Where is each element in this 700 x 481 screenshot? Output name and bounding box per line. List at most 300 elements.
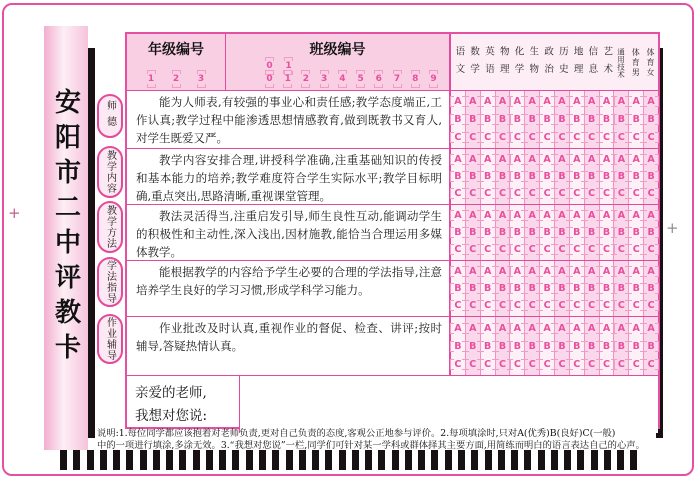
option-bubble-A[interactable]: A — [467, 153, 479, 166]
option-bubble-A[interactable]: A — [497, 322, 509, 335]
eval-row-shide — [127, 90, 658, 148]
option-bubble-A[interactable]: A — [541, 322, 553, 335]
option-bubble-A[interactable]: A — [541, 95, 553, 108]
bubble-column — [599, 91, 614, 148]
option-bubble-C[interactable]: C — [630, 131, 642, 144]
bubble-column — [539, 317, 554, 375]
bubble-column — [628, 261, 643, 316]
option-bubble-A[interactable]: A — [571, 95, 583, 108]
option-bubble-A[interactable]: A — [601, 95, 613, 108]
timing-mark — [392, 450, 399, 470]
option-bubble-B[interactable]: B — [601, 113, 613, 126]
option-bubble-C[interactable]: C — [556, 243, 568, 256]
option-bubble-B[interactable]: B — [556, 340, 568, 353]
option-bubble-C[interactable]: C — [452, 358, 464, 371]
bubble-column — [524, 261, 539, 316]
bubble-column — [569, 91, 584, 148]
option-bubble-B[interactable]: B — [526, 340, 538, 353]
option-bubble-B[interactable]: B — [511, 170, 523, 183]
option-bubble-A[interactable]: A — [601, 153, 613, 166]
option-bubble-C[interactable]: C — [645, 299, 657, 312]
timing-mark — [378, 450, 385, 470]
option-bubble-A[interactable]: A — [452, 153, 464, 166]
option-bubble-B[interactable]: B — [586, 113, 598, 126]
option-bubble-C[interactable]: C — [482, 131, 494, 144]
option-bubble-C[interactable]: C — [497, 131, 509, 144]
option-bubble-C[interactable]: C — [541, 131, 553, 144]
option-bubble-B[interactable]: B — [586, 282, 598, 295]
option-bubble-B[interactable]: B — [586, 226, 598, 239]
timing-mark — [153, 450, 160, 470]
option-bubble-B[interactable]: B — [586, 170, 598, 183]
option-bubble-A[interactable]: A — [482, 209, 494, 222]
option-bubble-C[interactable]: C — [630, 187, 642, 200]
option-bubble-B[interactable]: B — [482, 282, 494, 295]
option-bubble-C[interactable]: C — [526, 187, 538, 200]
option-bubble-B[interactable]: B — [452, 282, 464, 295]
option-bubble-A[interactable]: A — [630, 153, 642, 166]
bubble-column — [451, 91, 465, 148]
option-bubble-A[interactable]: A — [482, 153, 494, 166]
option-bubble-C[interactable]: C — [586, 358, 598, 371]
option-bubble-C[interactable]: C — [452, 243, 464, 256]
grade-digit-1[interactable]: 1 — [146, 73, 157, 85]
option-bubble-C[interactable]: C — [601, 243, 613, 256]
option-bubble-C[interactable]: C — [601, 131, 613, 144]
option-bubble-A[interactable]: A — [511, 95, 523, 108]
option-bubble-A[interactable]: A — [586, 95, 598, 108]
bubble-column — [599, 317, 614, 375]
option-bubble-A[interactable]: A — [511, 265, 523, 278]
option-bubble-C[interactable]: C — [630, 243, 642, 256]
option-bubble-C[interactable]: C — [571, 299, 583, 312]
timing-mark — [418, 450, 425, 470]
option-bubble-C[interactable]: C — [526, 299, 538, 312]
option-bubble-C[interactable]: C — [556, 299, 568, 312]
option-bubble-B[interactable]: B — [615, 226, 627, 239]
option-bubble-A[interactable]: A — [615, 95, 627, 108]
option-bubble-A[interactable]: A — [556, 209, 568, 222]
option-bubble-C[interactable]: C — [452, 187, 464, 200]
timing-mark — [113, 450, 120, 470]
form-header — [127, 34, 658, 90]
option-bubble-A[interactable]: A — [571, 209, 583, 222]
option-bubble-C[interactable]: C — [556, 131, 568, 144]
option-bubble-B[interactable]: B — [601, 226, 613, 239]
timing-mark — [219, 450, 226, 470]
option-bubble-C[interactable]: C — [482, 299, 494, 312]
option-bubble-C[interactable]: C — [452, 131, 464, 144]
option-bubble-B[interactable]: B — [511, 113, 523, 126]
option-bubble-B[interactable]: B — [571, 113, 583, 126]
option-bubble-A[interactable]: A — [541, 209, 553, 222]
option-bubble-C[interactable]: C — [645, 131, 657, 144]
bubble-column — [465, 261, 480, 316]
option-bubble-A[interactable]: A — [511, 153, 523, 166]
option-bubble-B[interactable]: B — [467, 113, 479, 126]
option-bubble-A[interactable]: A — [526, 265, 538, 278]
subject-header: 数学 — [468, 45, 480, 81]
option-bubble-C[interactable]: C — [497, 187, 509, 200]
bubble-column — [480, 317, 495, 375]
bubble-column — [480, 205, 495, 260]
option-bubble-C[interactable]: C — [586, 187, 598, 200]
class-ones-digit-1[interactable]: 1 — [282, 73, 293, 85]
option-bubble-B[interactable]: B — [467, 282, 479, 295]
option-bubble-B[interactable]: B — [556, 170, 568, 183]
option-bubble-B[interactable]: B — [482, 170, 494, 183]
bubble-grid-row — [449, 205, 658, 260]
option-bubble-C[interactable]: C — [571, 187, 583, 200]
option-bubble-C[interactable]: C — [601, 358, 613, 371]
option-bubble-C[interactable]: C — [601, 299, 613, 312]
option-bubble-A[interactable]: A — [645, 209, 657, 222]
option-bubble-B[interactable]: B — [541, 340, 553, 353]
option-bubble-B[interactable]: B — [645, 113, 657, 126]
option-bubble-A[interactable]: A — [615, 322, 627, 335]
option-bubble-B[interactable]: B — [452, 113, 464, 126]
timing-mark — [630, 450, 637, 470]
option-bubble-A[interactable]: A — [586, 209, 598, 222]
option-bubble-A[interactable]: A — [467, 322, 479, 335]
option-bubble-B[interactable]: B — [630, 282, 642, 295]
option-bubble-C[interactable]: C — [630, 299, 642, 312]
timing-mark — [100, 450, 107, 470]
option-bubble-B[interactable]: B — [452, 170, 464, 183]
option-bubble-C[interactable]: C — [615, 243, 627, 256]
option-bubble-B[interactable]: B — [630, 113, 642, 126]
option-bubble-C[interactable]: C — [586, 131, 598, 144]
option-bubble-B[interactable]: B — [482, 113, 494, 126]
option-bubble-B[interactable]: B — [467, 170, 479, 183]
option-bubble-A[interactable]: A — [497, 95, 509, 108]
bubble-column — [613, 205, 628, 260]
option-bubble-B[interactable]: B — [497, 170, 509, 183]
option-bubble-A[interactable]: A — [526, 153, 538, 166]
bubble-column — [495, 91, 510, 148]
option-bubble-C[interactable]: C — [497, 358, 509, 371]
option-bubble-C[interactable]: C — [482, 243, 494, 256]
option-bubble-A[interactable]: A — [601, 265, 613, 278]
option-bubble-B[interactable]: B — [511, 340, 523, 353]
option-bubble-A[interactable]: A — [526, 322, 538, 335]
option-bubble-A[interactable]: A — [511, 322, 523, 335]
timing-mark — [471, 450, 478, 470]
option-bubble-B[interactable]: B — [601, 170, 613, 183]
option-bubble-C[interactable]: C — [571, 358, 583, 371]
class-ones-digit-2[interactable]: 2 — [300, 73, 311, 85]
class-ones-digit-7[interactable]: 7 — [392, 73, 403, 85]
timing-mark — [445, 450, 452, 470]
option-bubble-A[interactable]: A — [526, 209, 538, 222]
grade-digit-2[interactable]: 2 — [171, 73, 182, 85]
option-bubble-A[interactable]: A — [556, 322, 568, 335]
option-bubble-B[interactable]: B — [526, 170, 538, 183]
timing-mark — [193, 450, 200, 470]
option-bubble-C[interactable]: C — [467, 358, 479, 371]
option-bubble-C[interactable]: C — [497, 243, 509, 256]
option-bubble-B[interactable]: B — [571, 340, 583, 353]
option-bubble-A[interactable]: A — [615, 265, 627, 278]
option-bubble-A[interactable]: A — [571, 265, 583, 278]
option-bubble-C[interactable]: C — [467, 299, 479, 312]
option-bubble-A[interactable]: A — [556, 265, 568, 278]
bubble-column — [613, 149, 628, 204]
option-bubble-C[interactable]: C — [511, 358, 523, 371]
class-tens-digit-1[interactable]: 1 — [283, 60, 294, 72]
option-bubble-B[interactable]: B — [645, 170, 657, 183]
option-bubble-A[interactable]: A — [467, 95, 479, 108]
bubble-column — [628, 91, 643, 148]
option-bubble-B[interactable]: B — [497, 113, 509, 126]
option-bubble-A[interactable]: A — [452, 265, 464, 278]
category-label-content: 教学内容 — [97, 146, 123, 198]
option-bubble-C[interactable]: C — [571, 131, 583, 144]
option-bubble-B[interactable]: B — [645, 340, 657, 353]
option-bubble-C[interactable]: C — [497, 299, 509, 312]
option-bubble-B[interactable]: B — [541, 113, 553, 126]
option-bubble-C[interactable]: C — [556, 358, 568, 371]
bubble-column — [643, 149, 658, 204]
option-bubble-B[interactable]: B — [497, 226, 509, 239]
class-ones-digit-8[interactable]: 8 — [410, 73, 421, 85]
bubble-column — [480, 149, 495, 204]
option-bubble-C[interactable]: C — [526, 131, 538, 144]
option-bubble-B[interactable]: B — [541, 226, 553, 239]
option-bubble-A[interactable]: A — [586, 322, 598, 335]
bubble-column — [539, 261, 554, 316]
option-bubble-C[interactable]: C — [645, 358, 657, 371]
category-label-homework: 作业辅导 — [97, 314, 123, 364]
option-bubble-C[interactable]: C — [467, 243, 479, 256]
option-bubble-B[interactable]: B — [467, 340, 479, 353]
timing-mark — [325, 450, 332, 470]
option-bubble-A[interactable]: A — [497, 209, 509, 222]
bubble-column — [554, 91, 569, 148]
criteria-text: 作业批改及时认真,重视作业的督促、检查、讲评;按时辅导,答疑热情认真。 — [136, 321, 442, 353]
option-bubble-A[interactable]: A — [452, 209, 464, 222]
option-bubble-B[interactable]: B — [556, 282, 568, 295]
option-bubble-A[interactable]: A — [645, 95, 657, 108]
subject-header: 历史 — [556, 45, 568, 81]
bubble-column — [584, 317, 599, 375]
bubble-column — [569, 317, 584, 375]
bubble-column — [451, 149, 465, 204]
option-bubble-A[interactable]: A — [556, 95, 568, 108]
timing-mark — [232, 450, 239, 470]
option-bubble-A[interactable]: A — [601, 209, 613, 222]
option-bubble-C[interactable]: C — [467, 131, 479, 144]
option-bubble-B[interactable]: B — [615, 282, 627, 295]
option-bubble-A[interactable]: A — [645, 265, 657, 278]
option-bubble-A[interactable]: A — [511, 209, 523, 222]
registration-cross-left-icon: + — [8, 204, 21, 222]
bubble-grid-row — [449, 261, 658, 316]
option-bubble-C[interactable]: C — [511, 131, 523, 144]
option-bubble-A[interactable]: A — [482, 265, 494, 278]
registration-cross-right-icon: + — [666, 219, 679, 237]
option-bubble-B[interactable]: B — [571, 226, 583, 239]
option-bubble-C[interactable]: C — [645, 243, 657, 256]
option-bubble-A[interactable]: A — [645, 322, 657, 335]
option-bubble-C[interactable]: C — [511, 187, 523, 200]
timing-mark — [87, 450, 94, 470]
bubble-column — [524, 91, 539, 148]
option-bubble-C[interactable]: C — [601, 187, 613, 200]
bubble-column — [524, 149, 539, 204]
timing-mark — [604, 450, 611, 470]
option-bubble-C[interactable]: C — [526, 243, 538, 256]
message-write-area[interactable] — [240, 376, 658, 433]
bubble-column — [554, 317, 569, 375]
option-bubble-A[interactable]: A — [467, 265, 479, 278]
option-bubble-C[interactable]: C — [586, 299, 598, 312]
option-bubble-A[interactable]: A — [571, 153, 583, 166]
option-bubble-C[interactable]: C — [541, 187, 553, 200]
option-bubble-C[interactable]: C — [615, 187, 627, 200]
option-bubble-B[interactable]: B — [452, 340, 464, 353]
option-bubble-B[interactable]: B — [482, 226, 494, 239]
bubble-column — [495, 317, 510, 375]
bubble-column — [465, 317, 480, 375]
option-bubble-A[interactable]: A — [630, 95, 642, 108]
category-label-guidance: 学法指导 — [97, 257, 123, 307]
class-ones-digit-4[interactable]: 4 — [337, 73, 348, 85]
class-ones-digit-5[interactable]: 5 — [355, 73, 366, 85]
class-tens-digit-0[interactable]: 0 — [264, 60, 275, 72]
option-bubble-A[interactable]: A — [497, 265, 509, 278]
option-bubble-C[interactable]: C — [586, 243, 598, 256]
option-bubble-B[interactable]: B — [541, 282, 553, 295]
option-bubble-A[interactable]: A — [586, 265, 598, 278]
option-bubble-A[interactable]: A — [586, 153, 598, 166]
option-bubble-A[interactable]: A — [497, 153, 509, 166]
option-bubble-C[interactable]: C — [615, 299, 627, 312]
option-bubble-C[interactable]: C — [511, 299, 523, 312]
option-bubble-A[interactable]: A — [541, 153, 553, 166]
option-bubble-C[interactable]: C — [645, 187, 657, 200]
option-bubble-C[interactable]: C — [526, 358, 538, 371]
option-bubble-B[interactable]: B — [630, 226, 642, 239]
timing-mark — [551, 450, 558, 470]
option-bubble-B[interactable]: B — [645, 226, 657, 239]
option-bubble-A[interactable]: A — [615, 153, 627, 166]
option-bubble-A[interactable]: A — [571, 322, 583, 335]
option-bubble-B[interactable]: B — [526, 282, 538, 295]
option-bubble-B[interactable]: B — [615, 170, 627, 183]
grade-digit-3[interactable]: 3 — [196, 73, 207, 85]
instructions-line1: 说明:1.每位同学都应该抱着对老师负责,更对自己负责的态度,客观公正地参与评价。2.每项填涂时,只对A(优秀)B(良好)C(一般) — [97, 428, 616, 439]
option-bubble-C[interactable]: C — [511, 243, 523, 256]
option-bubble-C[interactable]: C — [452, 299, 464, 312]
timing-mark — [312, 450, 319, 470]
option-bubble-A[interactable]: A — [645, 153, 657, 166]
option-bubble-A[interactable]: A — [452, 322, 464, 335]
option-bubble-A[interactable]: A — [556, 153, 568, 166]
option-bubble-C[interactable]: C — [541, 243, 553, 256]
option-bubble-A[interactable]: A — [452, 95, 464, 108]
bubble-column — [628, 205, 643, 260]
option-bubble-B[interactable]: B — [556, 226, 568, 239]
option-bubble-B[interactable]: B — [630, 170, 642, 183]
option-bubble-B[interactable]: B — [511, 282, 523, 295]
option-bubble-A[interactable]: A — [482, 95, 494, 108]
option-bubble-B[interactable]: B — [526, 226, 538, 239]
option-bubble-A[interactable]: A — [541, 265, 553, 278]
class-ones-digit-9[interactable]: 9 — [428, 73, 439, 85]
option-bubble-C[interactable]: C — [467, 187, 479, 200]
option-bubble-C[interactable]: C — [482, 187, 494, 200]
option-bubble-A[interactable]: A — [630, 322, 642, 335]
option-bubble-C[interactable]: C — [482, 358, 494, 371]
bubble-column — [539, 91, 554, 148]
option-bubble-B[interactable]: B — [601, 340, 613, 353]
option-bubble-C[interactable]: C — [571, 243, 583, 256]
bubble-column — [554, 149, 569, 204]
option-bubble-B[interactable]: B — [615, 113, 627, 126]
option-bubble-B[interactable]: B — [615, 340, 627, 353]
option-bubble-C[interactable]: C — [556, 187, 568, 200]
option-bubble-B[interactable]: B — [571, 170, 583, 183]
option-bubble-B[interactable]: B — [630, 340, 642, 353]
option-bubble-B[interactable]: B — [556, 113, 568, 126]
bubble-column — [465, 91, 480, 148]
option-bubble-A[interactable]: A — [615, 209, 627, 222]
timing-mark — [352, 450, 359, 470]
option-bubble-B[interactable]: B — [601, 282, 613, 295]
option-bubble-A[interactable]: A — [601, 322, 613, 335]
timing-mark — [246, 450, 253, 470]
option-bubble-B[interactable]: B — [511, 226, 523, 239]
option-bubble-C[interactable]: C — [630, 358, 642, 371]
class-ones-digit-6[interactable]: 6 — [373, 73, 384, 85]
option-bubble-B[interactable]: B — [452, 226, 464, 239]
option-bubble-C[interactable]: C — [615, 358, 627, 371]
option-bubble-B[interactable]: B — [586, 340, 598, 353]
option-bubble-B[interactable]: B — [571, 282, 583, 295]
option-bubble-B[interactable]: B — [482, 340, 494, 353]
option-bubble-C[interactable]: C — [541, 299, 553, 312]
class-ones-digit-3[interactable]: 3 — [319, 73, 330, 85]
option-bubble-B[interactable]: B — [497, 340, 509, 353]
class-ones-digit-0[interactable]: 0 — [264, 73, 275, 85]
bubble-column — [584, 149, 599, 204]
option-bubble-B[interactable]: B — [467, 226, 479, 239]
class-digit-bubbles-ones — [226, 73, 449, 87]
option-bubble-A[interactable]: A — [630, 265, 642, 278]
option-bubble-C[interactable]: C — [615, 131, 627, 144]
message-label — [127, 376, 240, 433]
bubble-column — [643, 205, 658, 260]
bubble-column — [569, 261, 584, 316]
timing-bar-left — [88, 48, 95, 438]
timing-mark — [179, 450, 186, 470]
option-bubble-B[interactable]: B — [541, 170, 553, 183]
option-bubble-B[interactable]: B — [497, 282, 509, 295]
option-bubble-A[interactable]: A — [467, 209, 479, 222]
bubble-column — [451, 205, 465, 260]
option-bubble-A[interactable]: A — [630, 209, 642, 222]
option-bubble-A[interactable]: A — [482, 322, 494, 335]
instructions-line2: 中的一项进行填涂,多涂无效。3.“我想对您说”一栏,同学们可针对某一学科或群体择其主要方面,用简练而明白的语言表达自己的心声。 — [97, 439, 645, 451]
option-bubble-A[interactable]: A — [526, 95, 538, 108]
bubble-column — [613, 91, 628, 148]
timing-mark — [299, 450, 306, 470]
option-bubble-B[interactable]: B — [526, 113, 538, 126]
bubble-column — [569, 149, 584, 204]
option-bubble-B[interactable]: B — [645, 282, 657, 295]
option-bubble-C[interactable]: C — [541, 358, 553, 371]
